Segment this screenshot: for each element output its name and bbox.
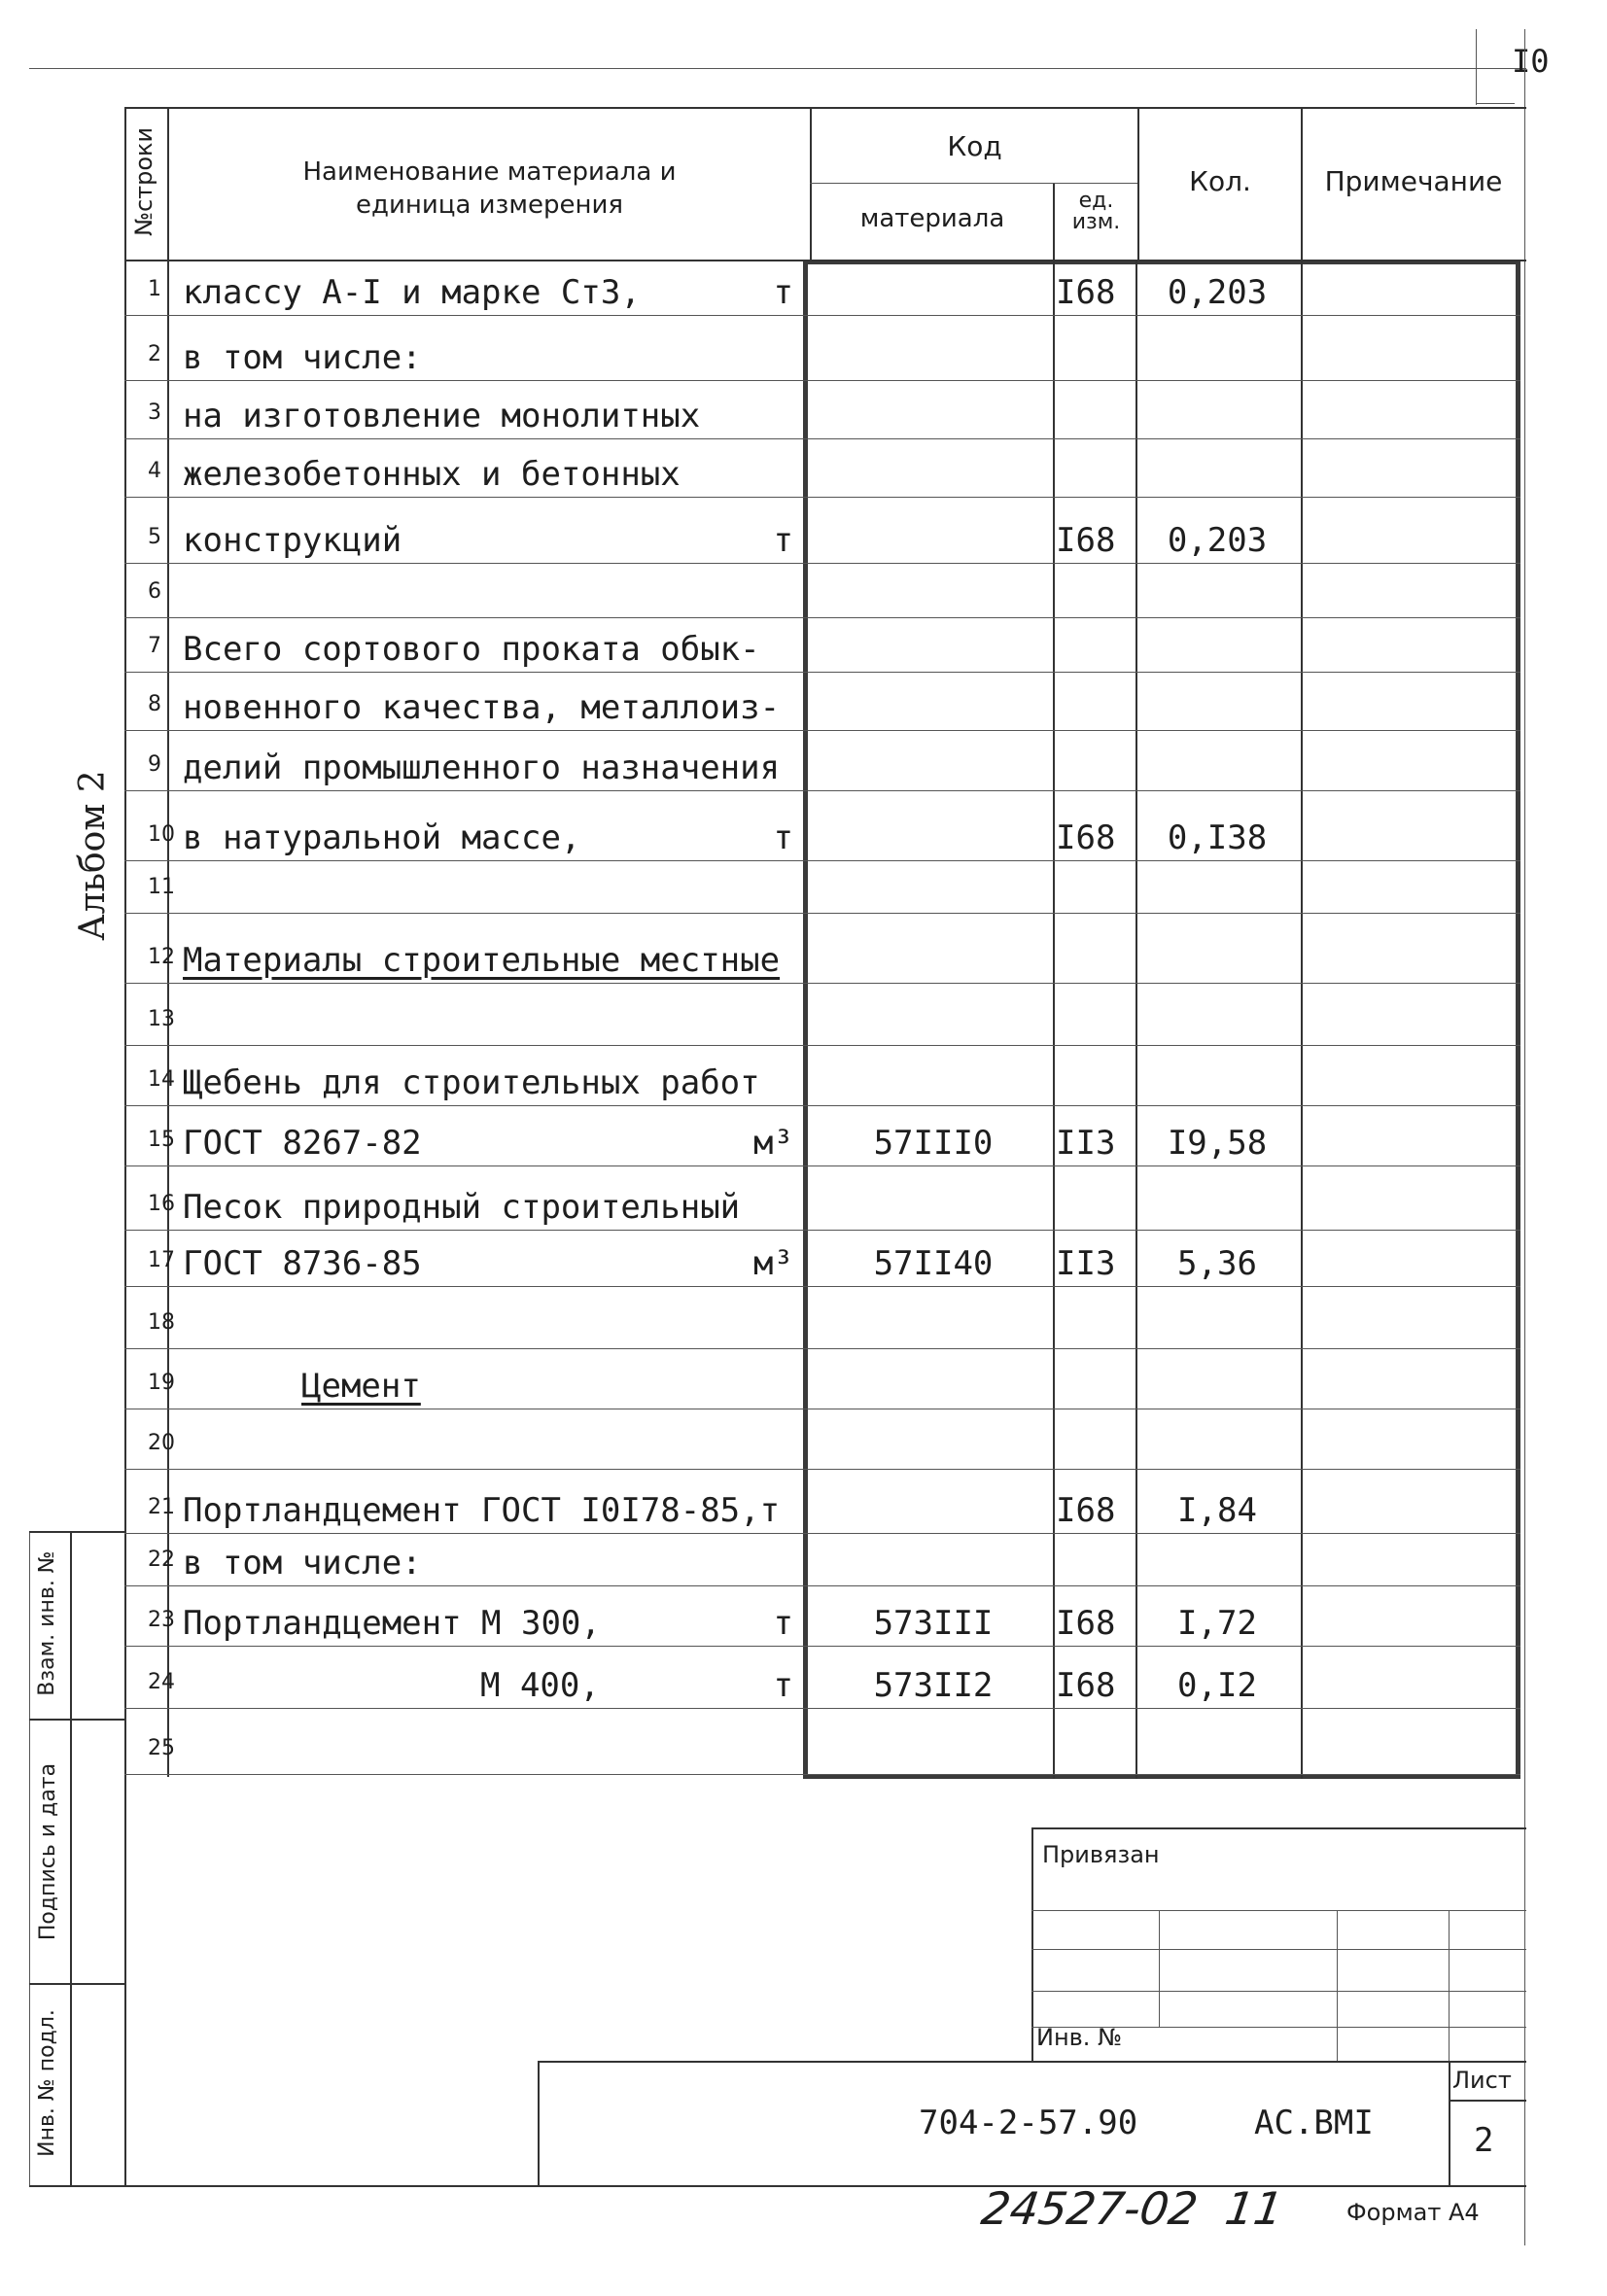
table-row: [0, 439, 1607, 498]
tb-sheet-no: 2: [1474, 2121, 1494, 2160]
row-unit-code: I68: [1056, 521, 1116, 560]
header-name-line2: единица измерения: [355, 191, 624, 220]
row-material-code: 573II2: [873, 1666, 994, 1705]
row-name: Песок природный строительный: [183, 1188, 741, 1227]
sheet-top-number: I0: [1512, 43, 1550, 80]
table-row: [0, 564, 1607, 618]
row-number: 6: [148, 579, 161, 604]
table-row: [0, 618, 1607, 673]
stamp-top-outer: [29, 1531, 70, 1533]
header-name: [171, 156, 808, 222]
tb-privyazan-left: [1031, 1827, 1033, 2061]
row-number: 13: [148, 1007, 175, 1031]
row-name: Щебень для строительных работ: [183, 1063, 760, 1102]
row-name: на изготовление монолитных: [183, 397, 701, 435]
row-number: 7: [148, 634, 161, 658]
row-number: 1: [148, 277, 161, 301]
tb-vline-1: [1159, 1910, 1160, 2027]
row-name: ГОСТ 8736-85: [183, 1244, 422, 1283]
row-number: 19: [148, 1371, 175, 1395]
row-number: 20: [148, 1431, 175, 1455]
row-name: Портландцемент М 300,: [183, 1604, 601, 1643]
row-unit: т: [773, 521, 793, 560]
row-name: делий промышленного назначения: [183, 748, 781, 787]
row-material-code: 57III0: [873, 1124, 994, 1163]
row-unit-code: I68: [1056, 818, 1116, 857]
header-code-material: материала: [859, 204, 1005, 233]
row-name: Цемент: [301, 1367, 421, 1406]
tb-inv-no: Инв. №: [1036, 2024, 1123, 2051]
tb-vline-3: [1449, 1910, 1450, 2061]
row-unit-code: I68: [1056, 273, 1116, 312]
tb-privyazan: Привязан: [1042, 1841, 1160, 1868]
row-unit: т: [773, 818, 793, 857]
table-row: [0, 673, 1607, 731]
row-unit-code: I68: [1056, 1666, 1116, 1705]
stamp-vzam-inv: Взам. инв. №: [35, 1550, 59, 1696]
header-code: Код: [947, 130, 1002, 162]
tb-privyazan-top: [1031, 1827, 1526, 1829]
row-number: 5: [148, 525, 161, 549]
row-number: 18: [148, 1310, 175, 1335]
row-material-code: 57II40: [873, 1244, 994, 1283]
table-row: [0, 262, 1607, 316]
stamp-top-line: [70, 1531, 124, 1533]
row-qty: I,84: [1177, 1491, 1257, 1530]
row-qty: 0,203: [1167, 521, 1268, 560]
stamp-podpis-data: Подпись и дата: [36, 1762, 60, 1941]
row-qty: 0,I38: [1167, 818, 1268, 857]
row-unit-code: I68: [1056, 1491, 1116, 1530]
row-name: железобетонных и бетонных: [183, 455, 681, 494]
table-row: [0, 1709, 1607, 1775]
row-unit: м³: [753, 1244, 793, 1283]
row-number: 23: [148, 1608, 175, 1632]
stamp-bottom: [29, 2185, 1526, 2187]
row-number: 24: [148, 1670, 175, 1694]
table-row: [0, 1349, 1607, 1409]
header-bottom-line: [124, 260, 1526, 261]
header-qty: Кол.: [1189, 165, 1251, 197]
table-row: [0, 1287, 1607, 1349]
table-row: [0, 1409, 1607, 1470]
table-row: [0, 791, 1607, 861]
row-name: Всего сортового проката обык-: [183, 630, 760, 669]
row-number: 25: [148, 1736, 175, 1760]
row-number: 15: [148, 1128, 175, 1152]
stamp-inv-podl: Инв. № подл.: [35, 2009, 59, 2157]
tb-sheet-label: Лист: [1452, 2067, 1512, 2094]
row-unit-code: II3: [1056, 1124, 1116, 1163]
table-top-border: [124, 107, 1526, 109]
row-number: 8: [148, 692, 161, 716]
tb-line-2: [1031, 1949, 1526, 1950]
table-row: [0, 1046, 1607, 1106]
row-unit-code: I68: [1056, 1604, 1116, 1643]
row-name: в том числе:: [183, 338, 422, 377]
row-number: 2: [148, 342, 161, 366]
tb-line-1: [1031, 1910, 1526, 1911]
row-number: 22: [148, 1548, 175, 1572]
header-code-divider: [810, 183, 1137, 184]
table-row: [0, 1470, 1607, 1534]
tb-main-top: [538, 2061, 1526, 2063]
table-row: [0, 914, 1607, 984]
tb-line-3: [1031, 1991, 1526, 1992]
row-number: 9: [148, 752, 161, 777]
sheet-number-box-bottom: [1476, 103, 1515, 104]
row-qty: 5,36: [1177, 1244, 1257, 1283]
tb-vline-2: [1337, 1910, 1338, 2061]
row-name: Материалы строительные местные: [183, 941, 781, 980]
row-qty: 0,203: [1167, 273, 1268, 312]
row-qty: I9,58: [1167, 1124, 1268, 1163]
header-note: Примечание: [1324, 165, 1503, 197]
row-number: 10: [148, 822, 175, 847]
top-border-line: [29, 68, 1526, 69]
tb-main-left: [538, 2061, 540, 2185]
table-row: [0, 861, 1607, 914]
row-name: классу А-I и марке Ст3,: [183, 273, 641, 312]
row-name: в натуральной массе,: [183, 818, 581, 857]
table-row: [0, 381, 1607, 439]
row-number: 21: [148, 1495, 175, 1519]
header-name-line1: Наименование материала и: [302, 157, 677, 187]
row-name: конструкций: [183, 521, 402, 560]
row-number: 17: [148, 1248, 175, 1272]
row-number: 4: [148, 459, 161, 483]
table-row: [0, 316, 1607, 381]
row-name: в том числе:: [183, 1544, 422, 1583]
row-unit-code: II3: [1056, 1244, 1116, 1283]
stamp-inner-line: [29, 1531, 30, 2185]
row-name: М 400,: [480, 1666, 600, 1705]
album-label: Альбом 2: [73, 770, 113, 941]
table-row: [0, 1586, 1607, 1647]
row-unit: т: [773, 273, 793, 312]
row-number: 14: [148, 1067, 175, 1092]
table-row: [0, 498, 1607, 564]
header-code-unit: [1055, 191, 1137, 233]
row-unit: м³: [753, 1124, 793, 1163]
row-unit: т: [773, 1604, 793, 1643]
row-qty: I,72: [1177, 1604, 1257, 1643]
row-name: Портландцемент ГОСТ I0I78-85,т: [183, 1491, 781, 1530]
table-row: [0, 1106, 1607, 1166]
row-number: 16: [148, 1192, 175, 1216]
row-material-code: 573III: [873, 1604, 994, 1643]
row-number: 3: [148, 400, 161, 425]
row-divider: [124, 1774, 1520, 1775]
table-row: [0, 1647, 1607, 1709]
row-qty: 0,I2: [1177, 1666, 1257, 1705]
tb-designation: 704-2-57.90: [919, 2104, 1138, 2142]
tb-section: АС.ВМI: [1254, 2104, 1374, 2142]
table-row: [0, 1534, 1607, 1586]
sheet-number-box-left: [1476, 29, 1477, 105]
row-name: ГОСТ 8267-82: [183, 1124, 422, 1163]
table-row: [0, 984, 1607, 1046]
stamp-divider-1: [29, 1719, 124, 1721]
row-number: 12: [148, 945, 175, 969]
table-row: [0, 1166, 1607, 1231]
row-number: 11: [148, 875, 175, 899]
format-label: Формат А4: [1346, 2199, 1480, 2226]
header-code-unit-2: изм.: [1071, 210, 1121, 234]
row-name: новенного качества, металлоиз-: [183, 688, 781, 727]
stamp-left-line: [70, 1531, 72, 2185]
header-row-no: №строки: [130, 126, 157, 236]
tb-sheet-divider: [1449, 2100, 1526, 2102]
tb-sheet-left: [1449, 2061, 1450, 2185]
table-row: [0, 731, 1607, 791]
handwritten-number: 24527-02 11: [978, 2182, 1287, 2235]
header-code-unit-1: ед.: [1078, 189, 1114, 213]
row-unit: т: [773, 1666, 793, 1705]
table-row: [0, 1231, 1607, 1287]
